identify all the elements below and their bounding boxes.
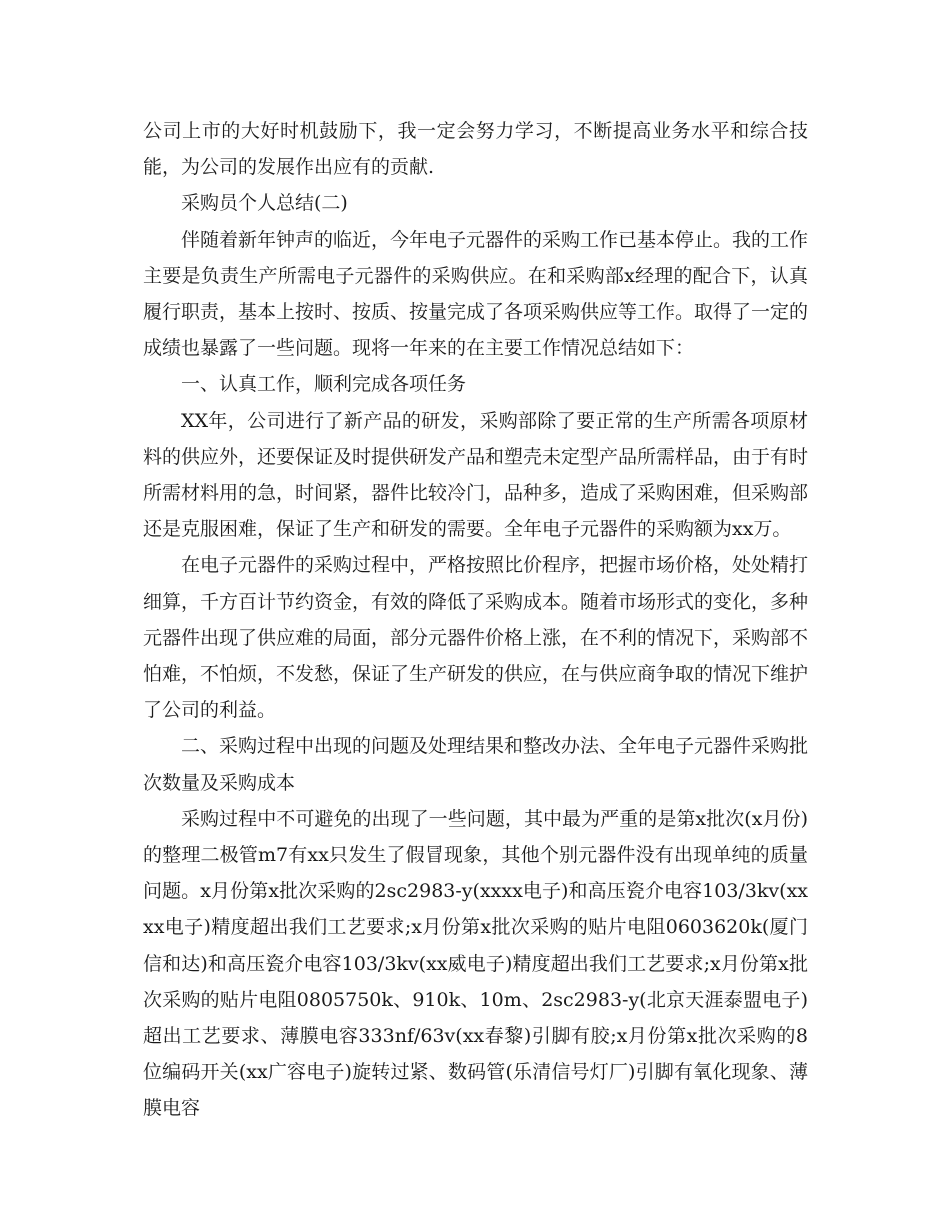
document-body	[143, 113, 808, 1127]
paragraph-cost-control: 在电子元器件的采购过程中，严格按照比价程序，把握市场价格，处处精打细算，千方百计节约资金，有效的降低了采购成本。随着市场形式的变化，多种元器件出现了供应难的局面，部分元器件价格上涨，在不利的情况下，采购部不怕难，不怕烦，不发愁，保证了生产研发的供应，在与供应商争取的情况下维护了公司的利益。	[143, 554, 809, 722]
paragraph-intro-continuation: 公司上市的大好时机鼓励下，我一定会努力学习，不断提高业务水平和综合技能，为公司的发展作出应有的贡献.	[143, 120, 808, 179]
paragraph-issues: 采购过程中不可避免的出现了一些问题，其中最为严重的是第x批次(x月份)的整理二极管m7有xx只发生了假冒现象，其他个别元器件没有出现单纯的质量问题。x月份第x批次采购的2sc2983-y(xxxx电子)和高压瓷介电容103/3kv(xxxx电子)精度超出我们工艺要求;x月份第x批次采购的贴片电阻0603620k(厦门信和达)和高压瓷介电容103/3kv(xx威电子)精度超出我们工艺要求;x月份第x批次采购的贴片电阻0805750k、910k、10m、2sc2983-y(北京天涯泰盟电子)超出工艺要求、薄膜电容333nf/63v(xx春黎)引脚有胶;x月份第x批次采购的8位编码开关(xx广容电子)旋转过紧、数码管(乐清信号灯厂)引脚有氧化现象、薄膜电容	[143, 807, 808, 1120]
paragraph-rd-supply: XX年，公司进行了新产品的研发，采购部除了要正常的生产所需各项原材料的供应外，还要保证及时提供研发产品和塑壳未定型产品所需样品，由于有时所需材料用的急，时间紧，器件比较冷门，品种多，造成了采购困难，但采购部还是克服困难，保证了生产和研发的需要。全年电子元器件的采购额为xx万。	[143, 409, 809, 541]
heading-part-one: 一、认真工作，顺利完成各项任务	[181, 373, 467, 396]
heading-part-two: 二、采购过程中出现的问题及处理结果和整改办法、全年电子元器件采购批次数量及采购成本	[143, 735, 809, 794]
section-title: 采购员个人总结(二)	[181, 192, 348, 215]
paragraph-overview: 伴随着新年钟声的临近，今年电子元器件的采购工作已基本停止。我的工作主要是负责生产所需电子元器件的采购供应。在和采购部x经理的配合下，认真履行职责，基本上按时、按质、按量完成了各项采购供应等工作。取得了一定的成绩也暴露了一些问题。现将一年来的在主要工作情况总结如下：	[143, 228, 809, 360]
